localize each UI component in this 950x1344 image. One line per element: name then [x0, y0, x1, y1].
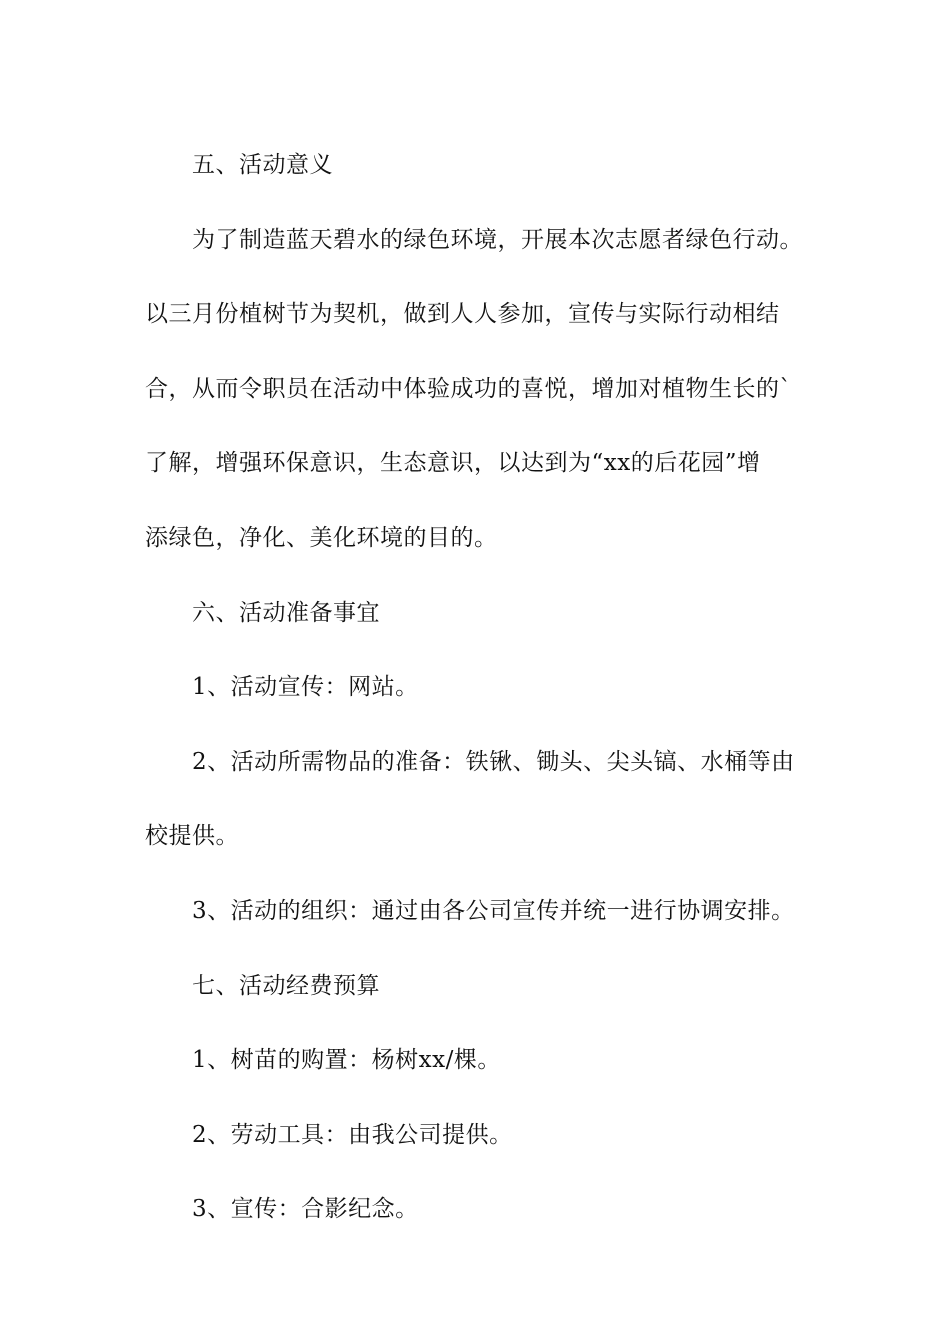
list-item: 3、宣传：合影纪念。 [192, 1196, 419, 1223]
paragraph-line: 合，从而令职员在活动中体验成功的喜悦，增加对植物生长的` [145, 375, 792, 402]
list-item: 2、活动所需物品的准备：铁锹、锄头、尖头镐、水桶等由 [192, 748, 795, 775]
section-heading-budget: 七、活动经费预算 [192, 972, 380, 999]
paragraph-line: 以三月份植树节为契机，做到人人参加，宣传与实际行动相结 [145, 301, 780, 328]
list-item: 3、活动的组织：通过由各公司宣传并统一进行协调安排。 [192, 897, 795, 924]
paragraph-line: 为了制造蓝天碧水的绿色环境，开展本次志愿者绿色行动。 [192, 226, 803, 253]
section-heading-preparation: 六、活动准备事宜 [192, 599, 380, 626]
list-item-continuation: 校提供。 [145, 823, 239, 850]
list-item: 1、活动宣传：网站。 [192, 674, 419, 701]
list-item: 1、树苗的购置：杨树xx/棵。 [192, 1047, 501, 1074]
section-heading-significance: 五、活动意义 [192, 152, 333, 178]
document-body [145, 128, 815, 1247]
paragraph-line: 了解，增强环保意识，生态意识，以达到为“xx的后花园”增 [145, 450, 761, 477]
list-item: 2、劳动工具：由我公司提供。 [192, 1121, 513, 1148]
paragraph-line: 添绿色，净化、美化环境的目的。 [145, 524, 498, 551]
